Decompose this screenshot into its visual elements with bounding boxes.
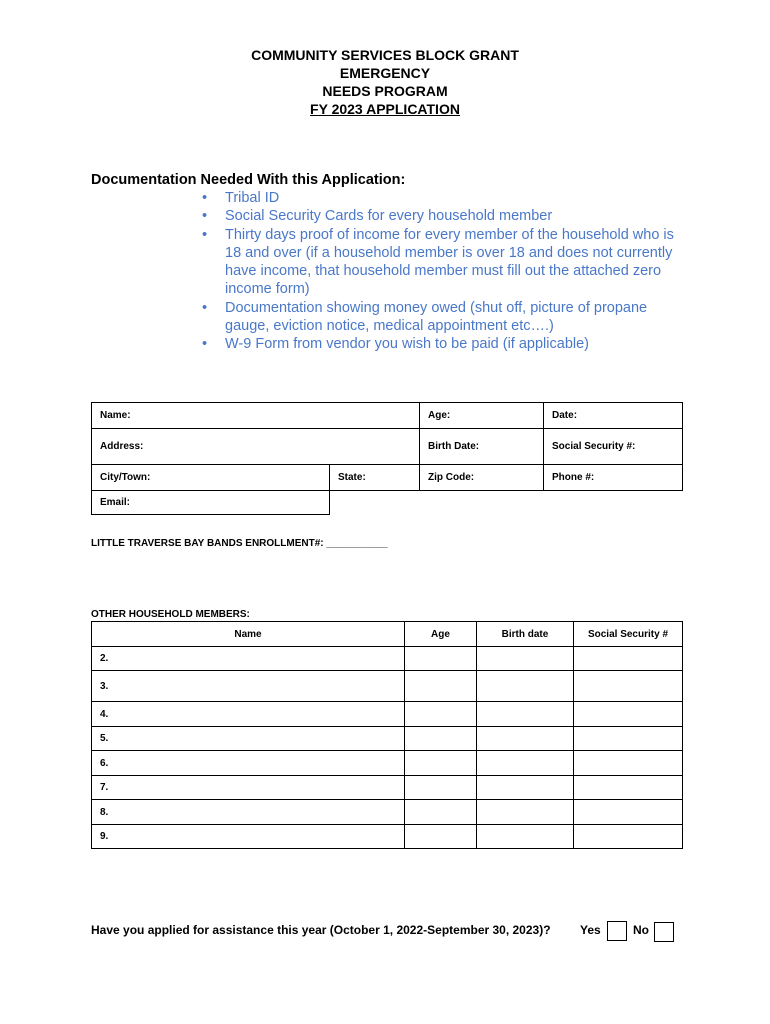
member-ssn-cell[interactable] (574, 776, 683, 800)
member-row-label[interactable]: 6. (92, 751, 405, 776)
member-ssn-cell[interactable] (574, 800, 683, 825)
member-age-cell[interactable] (405, 702, 477, 727)
documentation-item: • Tribal ID (200, 189, 690, 207)
city-field[interactable]: City/Town: (92, 465, 330, 491)
member-birth-date-cell[interactable] (477, 751, 574, 776)
member-age-cell[interactable] (405, 825, 477, 849)
member-age-cell[interactable] (405, 647, 477, 671)
title-line-1: COMMUNITY SERVICES BLOCK GRANT (251, 47, 519, 63)
member-birth-date-cell[interactable] (477, 702, 574, 727)
form-title (0, 46, 770, 118)
documentation-heading: Documentation Needed With this Application: (91, 172, 406, 188)
no-label: No (633, 923, 649, 937)
column-header-age: Age (405, 622, 477, 647)
title-line-3: NEEDS PROGRAM (322, 83, 448, 99)
member-ssn-cell[interactable] (574, 671, 683, 702)
enrollment-field[interactable]: LITTLE TRAVERSE BAY BANDS ENROLLMENT#: ___________ (91, 538, 388, 549)
member-birth-date-cell[interactable] (477, 825, 574, 849)
blank-cell (330, 491, 683, 515)
member-age-cell[interactable] (405, 751, 477, 776)
no-checkbox[interactable] (654, 922, 674, 942)
yes-checkbox[interactable] (607, 921, 627, 941)
birth-date-field[interactable]: Birth Date: (420, 429, 544, 465)
member-ssn-cell[interactable] (574, 825, 683, 849)
column-header-birth-date: Birth date (477, 622, 574, 647)
assistance-question: Have you applied for assistance this year (October 1, 2022-September 30, 2023)? (91, 923, 551, 937)
member-birth-date-cell[interactable] (477, 800, 574, 825)
household-members-table (91, 621, 683, 849)
address-field[interactable]: Address: (92, 429, 420, 465)
zip-field[interactable]: Zip Code: (420, 465, 544, 491)
member-row-label[interactable]: 8. (92, 800, 405, 825)
column-header-ssn: Social Security # (574, 622, 683, 647)
documentation-item: • Social Security Cards for every household member (200, 207, 690, 225)
member-age-cell[interactable] (405, 727, 477, 751)
documentation-item: • Thirty days proof of income for every member of the household who is 18 and over (if a household member is over 18 and does not currently have income, that household member must fill out the attached zero income form) (200, 226, 690, 299)
date-field[interactable]: Date: (544, 403, 683, 429)
member-row-label[interactable]: 5. (92, 727, 405, 751)
applicant-info-table (91, 402, 683, 515)
member-birth-date-cell[interactable] (477, 671, 574, 702)
member-ssn-cell[interactable] (574, 702, 683, 727)
phone-field[interactable]: Phone #: (544, 465, 683, 491)
member-age-cell[interactable] (405, 671, 477, 702)
member-row-label[interactable]: 9. (92, 825, 405, 849)
name-field[interactable]: Name: (92, 403, 420, 429)
member-birth-date-cell[interactable] (477, 647, 574, 671)
member-row-label[interactable]: 3. (92, 671, 405, 702)
documentation-item: • W-9 Form from vendor you wish to be paid (if applicable) (200, 335, 690, 353)
email-field[interactable]: Email: (92, 491, 330, 515)
member-row-label[interactable]: 7. (92, 776, 405, 800)
member-birth-date-cell[interactable] (477, 776, 574, 800)
member-row-label[interactable]: 2. (92, 647, 405, 671)
yes-label: Yes (580, 923, 601, 937)
state-field[interactable]: State: (330, 465, 420, 491)
member-row-label[interactable]: 4. (92, 702, 405, 727)
member-age-cell[interactable] (405, 800, 477, 825)
documentation-list (200, 189, 690, 354)
age-field[interactable]: Age: (420, 403, 544, 429)
member-age-cell[interactable] (405, 776, 477, 800)
member-ssn-cell[interactable] (574, 727, 683, 751)
ssn-field[interactable]: Social Security #: (544, 429, 683, 465)
member-ssn-cell[interactable] (574, 647, 683, 671)
member-ssn-cell[interactable] (574, 751, 683, 776)
household-members-label: OTHER HOUSEHOLD MEMBERS: (91, 609, 250, 620)
title-line-4: FY 2023 APPLICATION (310, 101, 460, 117)
documentation-item: • Documentation showing money owed (shut off, picture of propane gauge, eviction notice, medical appointment etc….) (200, 299, 690, 336)
member-birth-date-cell[interactable] (477, 727, 574, 751)
column-header-name: Name (92, 622, 405, 647)
title-line-2: EMERGENCY (339, 65, 431, 81)
